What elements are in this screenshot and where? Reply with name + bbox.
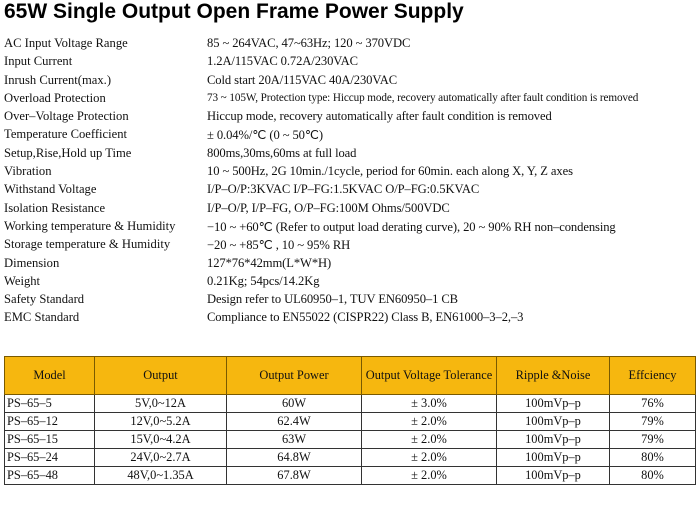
cell-output: 5V,0~12A [95,395,227,413]
column-header-voltage-tolerance: Output Voltage Tolerance [362,357,497,395]
cell-tolerance: ± 2.0% [362,467,497,485]
cell-output-power: 62.4W [227,413,362,431]
spec-value: Hiccup mode, recovery automatically after fault condition is removed [207,109,552,124]
cell-efficiency: 80% [610,449,696,467]
cell-efficiency: 80% [610,467,696,485]
spec-label: Working temperature & Humidity [4,218,176,233]
spec-row [0,125,700,143]
cell-ripple-noise: 100mVp–p [497,449,610,467]
cell-model: PS–65–15 [5,431,95,449]
table-row [5,413,696,431]
spec-value: I/P–O/P, I/P–FG, O/P–FG:100M Ohms/500VDC [207,200,450,215]
spec-list [0,34,700,327]
cell-tolerance: ± 3.0% [362,395,497,413]
cell-model: PS–65–12 [5,413,95,431]
spec-row [0,52,700,70]
table-header-row [5,357,696,395]
cell-model: PS–65–24 [5,449,95,467]
spec-row [0,89,700,107]
spec-label: Isolation Resistance [4,200,106,215]
spec-label: Safety Standard [4,292,85,307]
spec-value: 1.2A/115VAC 0.72A/230VAC [207,54,358,69]
spec-value: −10 ~ +60℃ (Refer to output load derating curve), 20 ~ 90% RH non–condensing [207,219,616,234]
cell-ripple-noise: 100mVp–p [497,431,610,449]
cell-ripple-noise: 100mVp–p [497,395,610,413]
spec-label: Inrush Current(max.) [4,72,112,87]
cell-output: 15V,0~4.2A [95,431,227,449]
page-title: 65W Single Output Open Frame Power Supply [4,0,464,23]
table-row [5,431,696,449]
cell-tolerance: ± 2.0% [362,449,497,467]
spec-value: 800ms,30ms,60ms at full load [207,145,357,160]
model-table [4,356,696,485]
spec-label: AC Input Voltage Range [4,36,128,50]
cell-efficiency: 79% [610,413,696,431]
spec-row [0,272,700,290]
cell-output: 24V,0~2.7A [95,449,227,467]
spec-label: Storage temperature & Humidity [4,237,171,252]
column-header-model: Model [5,357,95,395]
spec-value: Cold start 20A/115VAC 40A/230VAC [207,72,398,87]
spec-label: Weight [4,273,41,288]
spec-label: Input Current [4,54,73,69]
spec-value: 73 ~ 105W, Protection type: Hiccup mode, recovery automatically after fault condition is removed [207,91,639,104]
spec-row [0,71,700,89]
spec-label: Over–Voltage Protection [4,109,129,124]
cell-output: 12V,0~5.2A [95,413,227,431]
cell-output-power: 64.8W [227,449,362,467]
table-row [5,449,696,467]
cell-tolerance: ± 2.0% [362,431,497,449]
cell-output: 48V,0~1.35A [95,467,227,485]
spec-label: Withstand Voltage [4,182,97,197]
spec-value: Design refer to UL60950–1, TUV EN60950–1 CB [207,292,458,307]
spec-row [0,162,700,180]
spec-row [0,34,700,52]
cell-model: PS–65–48 [5,467,95,485]
cell-output-power: 67.8W [227,467,362,485]
column-header-efficiency: Effciency [610,357,696,395]
column-header-ripple-noise: Ripple &Noise [497,357,610,395]
spec-label: Dimension [4,255,60,270]
spec-row [0,254,700,272]
spec-label: EMC Standard [4,310,80,325]
cell-tolerance: ± 2.0% [362,413,497,431]
column-header-output: Output [95,357,227,395]
table-row [5,395,696,413]
spec-row [0,290,700,308]
spec-value: I/P–O/P:3KVAC I/P–FG:1.5KVAC O/P–FG:0.5KVAC [207,182,480,197]
cell-ripple-noise: 100mVp–p [497,413,610,431]
spec-row [0,107,700,125]
spec-value: Compliance to EN55022 (CISPR22) Class B, EN61000–3–2,–3 [207,310,524,325]
spec-row [0,308,700,326]
spec-value: 85 ~ 264VAC, 47~63Hz; 120 ~ 370VDC [207,36,411,50]
column-header-output-power: Output Power [227,357,362,395]
spec-label: Overload Protection [4,90,106,105]
spec-label: Temperature Coefficient [4,127,128,142]
table-row [5,467,696,485]
spec-label: Vibration [4,164,52,179]
cell-model: PS–65–5 [5,395,95,413]
spec-value: 10 ~ 500Hz, 2G 10min./1cycle, period for 60min. each along X, Y, Z axes [207,164,573,179]
cell-efficiency: 76% [610,395,696,413]
spec-label: Setup,Rise,Hold up Time [4,145,132,160]
spec-row [0,235,700,253]
spec-value: ± 0.04%/℃ (0 ~ 50℃) [207,128,324,143]
cell-efficiency: 79% [610,431,696,449]
spec-value: −20 ~ +85℃ , 10 ~ 95% RH [207,238,351,253]
cell-ripple-noise: 100mVp–p [497,467,610,485]
spec-value: 127*76*42mm(L*W*H) [207,255,332,270]
spec-row [0,217,700,235]
spec-value: 0.21Kg; 54pcs/14.2Kg [207,273,320,288]
spec-row [0,180,700,198]
spec-row [0,144,700,162]
spec-row [0,199,700,217]
cell-output-power: 60W [227,395,362,413]
cell-output-power: 63W [227,431,362,449]
